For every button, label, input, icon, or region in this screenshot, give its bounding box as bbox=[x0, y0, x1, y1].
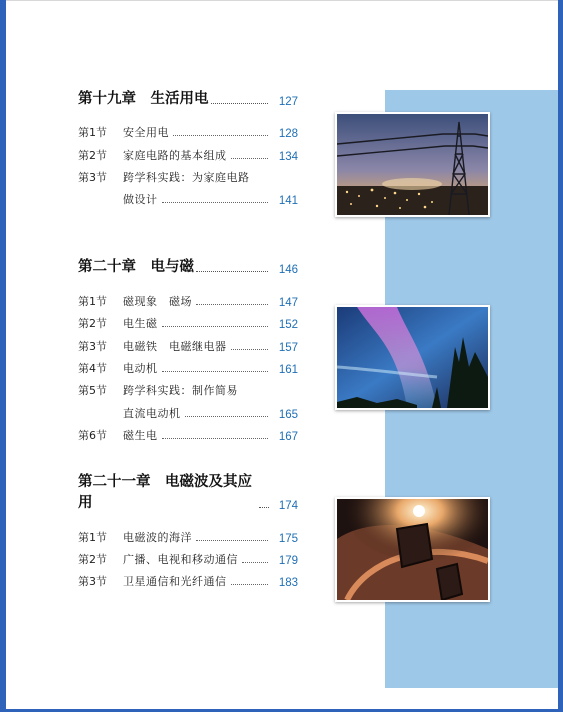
page-number: 152 bbox=[278, 319, 298, 331]
right-border bbox=[558, 0, 563, 712]
page-number: 175 bbox=[278, 533, 298, 545]
page-number: 179 bbox=[278, 555, 298, 567]
satellite-dish-photo bbox=[335, 497, 490, 602]
leader-dots bbox=[231, 584, 269, 585]
section-entry[interactable] bbox=[78, 549, 298, 567]
page-number: 134 bbox=[278, 151, 298, 163]
leader-dots bbox=[231, 158, 269, 159]
chapter-name: 第二十一章 电磁波及其应用 bbox=[78, 474, 252, 511]
section-entry[interactable] bbox=[78, 167, 298, 185]
section-number: 第6节 bbox=[78, 429, 107, 442]
aurora-photo bbox=[335, 305, 490, 410]
leader-dots bbox=[196, 271, 268, 272]
section-number: 第1节 bbox=[78, 295, 107, 308]
section-title: 跨学科实践：制作简易 bbox=[123, 384, 238, 397]
chapter-name: 第十九章 生活用电 bbox=[78, 91, 209, 107]
page-number: 167 bbox=[278, 431, 298, 443]
page-number: 128 bbox=[278, 128, 298, 140]
leader-dots bbox=[162, 326, 269, 327]
section-entry[interactable] bbox=[78, 571, 298, 589]
chapter-title[interactable] bbox=[78, 88, 298, 108]
section-title: 电生磁 bbox=[123, 317, 158, 330]
page-number: 146 bbox=[278, 264, 298, 276]
leader-dots bbox=[231, 349, 269, 350]
section-entry[interactable] bbox=[78, 336, 298, 354]
section-number: 第1节 bbox=[78, 531, 107, 544]
section-entry[interactable] bbox=[78, 122, 298, 140]
section-entry-continuation[interactable] bbox=[78, 403, 298, 421]
leader-dots bbox=[185, 416, 269, 417]
section-entry[interactable] bbox=[78, 145, 298, 163]
section-title: 安全用电 bbox=[123, 126, 169, 139]
section-entry[interactable] bbox=[78, 527, 298, 545]
section-number: 第2节 bbox=[78, 317, 107, 330]
section-entry[interactable] bbox=[78, 425, 298, 443]
section-title: 电动机 bbox=[123, 362, 158, 375]
leader-dots bbox=[162, 438, 269, 439]
leader-dots bbox=[173, 135, 268, 136]
section-entry[interactable] bbox=[78, 380, 298, 398]
leader-dots bbox=[259, 507, 269, 508]
section-number: 第5节 bbox=[78, 384, 107, 397]
leader-dots bbox=[211, 103, 269, 104]
section-entry-continuation[interactable] bbox=[78, 189, 298, 207]
page-number: 141 bbox=[278, 195, 298, 207]
page-number: 127 bbox=[278, 96, 298, 108]
leader-dots bbox=[196, 304, 268, 305]
section-number: 第2节 bbox=[78, 553, 107, 566]
section-title: 磁生电 bbox=[123, 429, 158, 442]
section-title: 磁现象 磁场 bbox=[123, 295, 192, 308]
section-number: 第2节 bbox=[78, 149, 107, 162]
section-number: 第4节 bbox=[78, 362, 107, 375]
section-title: 家庭电路的基本组成 bbox=[123, 149, 227, 162]
leader-dots bbox=[162, 371, 269, 372]
section-entry[interactable] bbox=[78, 358, 298, 376]
chapter-name: 第二十章 电与磁 bbox=[78, 259, 194, 275]
chapter-title[interactable] bbox=[78, 474, 298, 512]
section-number: 第3节 bbox=[78, 340, 107, 353]
page-number: 165 bbox=[278, 409, 298, 421]
section-title: 卫星通信和光纤通信 bbox=[123, 575, 227, 588]
section-entry[interactable] bbox=[78, 291, 298, 309]
section-entry[interactable] bbox=[78, 313, 298, 331]
section-title: 电磁波的海洋 bbox=[123, 531, 192, 544]
section-number: 第3节 bbox=[78, 171, 107, 184]
left-border bbox=[0, 0, 6, 712]
leader-dots bbox=[242, 562, 268, 563]
section-title: 广播、电视和移动通信 bbox=[123, 553, 238, 566]
section-number: 第1节 bbox=[78, 126, 107, 139]
section-title: 跨学科实践：为家庭电路 bbox=[123, 171, 250, 184]
section-title-continuation: 直流电动机 bbox=[123, 407, 181, 420]
top-rule bbox=[6, 0, 558, 1]
city-night-power-tower-photo bbox=[335, 112, 490, 217]
chapter-title[interactable] bbox=[78, 256, 298, 276]
section-number: 第3节 bbox=[78, 575, 107, 588]
page-number: 174 bbox=[278, 500, 298, 512]
page-number: 161 bbox=[278, 364, 298, 376]
leader-dots bbox=[196, 540, 268, 541]
page-number: 157 bbox=[278, 342, 298, 354]
section-title-continuation: 做设计 bbox=[123, 193, 158, 206]
section-title: 电磁铁 电磁继电器 bbox=[123, 340, 227, 353]
page-number: 147 bbox=[278, 297, 298, 309]
page-number: 183 bbox=[278, 577, 298, 589]
leader-dots bbox=[162, 202, 269, 203]
